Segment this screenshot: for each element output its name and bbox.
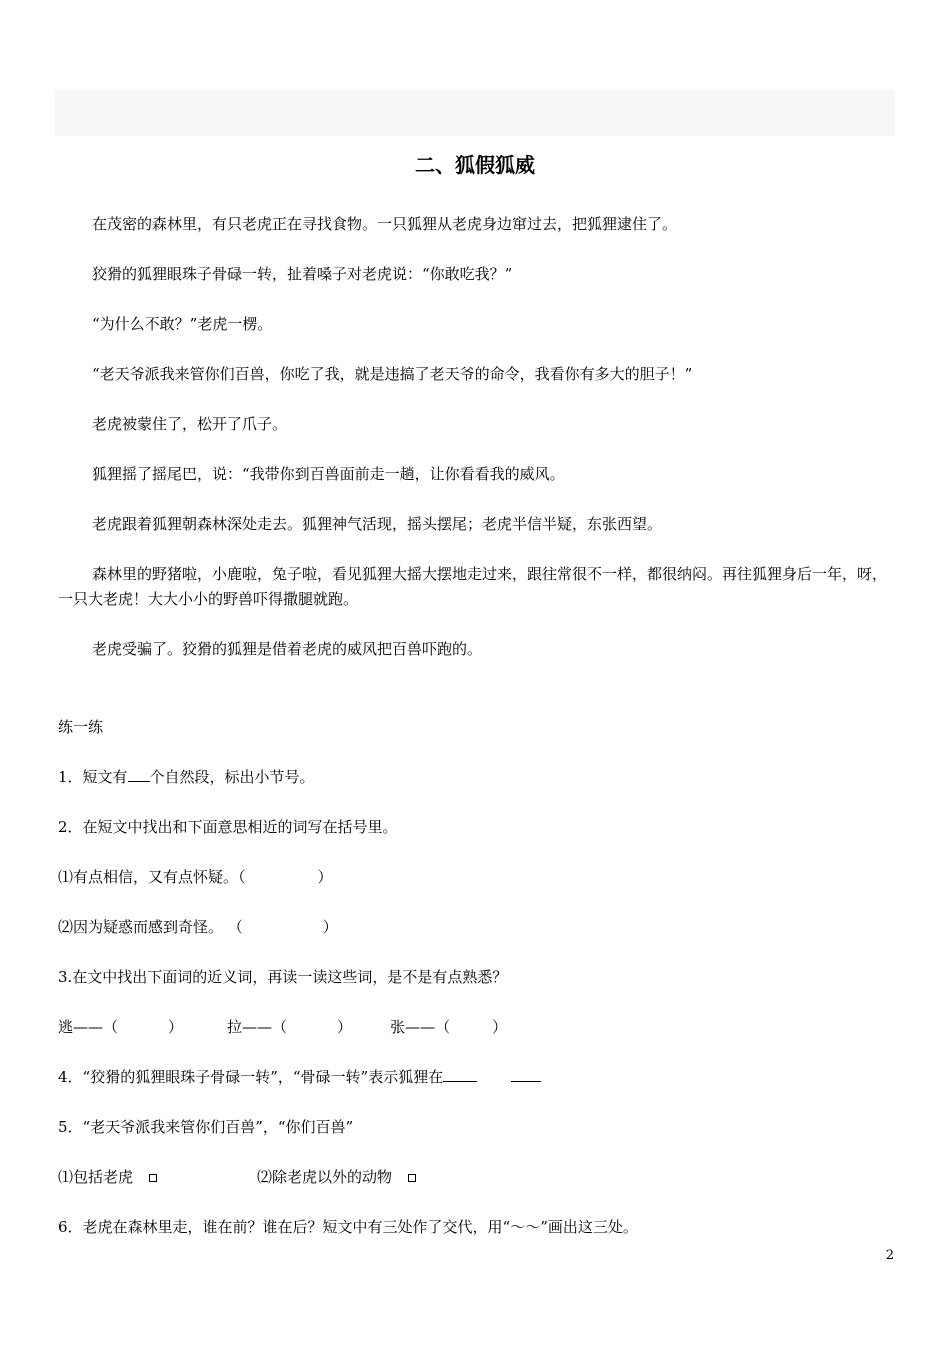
question-2-2-text: ⑵因为疑惑而感到奇怪。 （ (58, 918, 243, 936)
paragraph-7: 老虎跟着狐狸朝森林深处走去。狐狸神气活现，摇头摆尾；老虎半信半疑，东张西望。 (92, 515, 663, 533)
synonym-item-3: 张——（ ） (390, 1018, 508, 1036)
close-paren: ） (322, 918, 338, 936)
page-number: 2 (885, 1248, 894, 1263)
paragraph-1: 在茂密的森林里，有只老虎正在寻找食物。一只狐狸从老虎身边窜过去，把狐狸逮住了。 (92, 215, 678, 233)
question-2-2 (58, 915, 894, 940)
question-6: 6．老虎在森林里走，谁在前？谁在后？短文中有三处作了交代，用“～～”画出这三处。 (58, 1218, 638, 1236)
question-1 (58, 765, 894, 790)
answer-blank[interactable] (511, 1067, 541, 1082)
question-1-end: 个自然段，标出小节号。 (149, 768, 315, 786)
question-5-options (58, 1165, 894, 1190)
question-2-1 (58, 865, 894, 890)
paragraph-2: 狡猾的狐狸眼珠子骨碌一转，扯着嗓子对老虎说：“你敢吃我？” (92, 265, 513, 283)
checkbox[interactable] (408, 1174, 416, 1182)
question-4 (58, 1065, 894, 1090)
option-2: ⑵除老虎以外的动物 (257, 1168, 416, 1186)
paragraph-9: 老虎受骗了。狡猾的狐狸是借着老虎的威风把百兽吓跑的。 (92, 640, 483, 658)
synonym-item-2: 拉——（ ） (227, 1018, 353, 1036)
answer-blank[interactable] (443, 1067, 477, 1082)
question-4-text: 4．“狡猾的狐狸眼珠子骨碌一转”，“骨碌一转”表示狐狸在 (58, 1068, 444, 1086)
synonym-item-1: 逃——（ ） (58, 1018, 184, 1036)
question-1-start: 1．短文有 (58, 768, 128, 786)
title-text: 二、狐假狐威 (415, 153, 535, 177)
question-3-items (58, 1015, 894, 1040)
paragraph-5: 老虎被蒙住了，松开了爪子。 (92, 415, 288, 433)
option-1: ⑴包括老虎 (58, 1168, 157, 1186)
question-5: 5．“老天爷派我来管你们百兽”，“你们百兽” (58, 1118, 354, 1136)
paragraph-6: 狐狸摇了摇尾巴，说：“我带你到百兽面前走一趟，让你看看我的威风。 (92, 465, 565, 483)
checkbox[interactable] (149, 1174, 157, 1182)
answer-blank[interactable] (128, 767, 150, 782)
paragraph-8: 森林里的野猪啦，小鹿啦，兔子啦，看见狐狸大摇大摆地走过来，跟往常很不一样，都很纳闷。再往狐狸身后一年，呀，一只大老虎！大大小小的野兽吓得撒腿就跑。 (58, 565, 888, 608)
question-2-1-text: ⑴有点相信，又有点怀疑。（ (58, 868, 246, 886)
paragraph-3: “为什么不敢？”老虎一楞。 (92, 315, 273, 333)
question-3: 3.在文中找出下面词的近义词，再读一读这些词，是不是有点熟悉？ (58, 968, 508, 986)
paragraph-4: “老天爷派我来管你们百兽，你吃了我，就是违搞了老天爷的命令，我看你有多大的胆子！” (92, 365, 693, 383)
spacer (58, 687, 894, 715)
exercise-heading: 练一练 (58, 718, 104, 736)
document-body (58, 212, 894, 1265)
question-2: 2．在短文中找出和下面意思相近的词写在括号里。 (58, 818, 398, 836)
page-title (0, 152, 950, 178)
close-paren: ） (317, 868, 333, 886)
header-band (55, 90, 895, 136)
